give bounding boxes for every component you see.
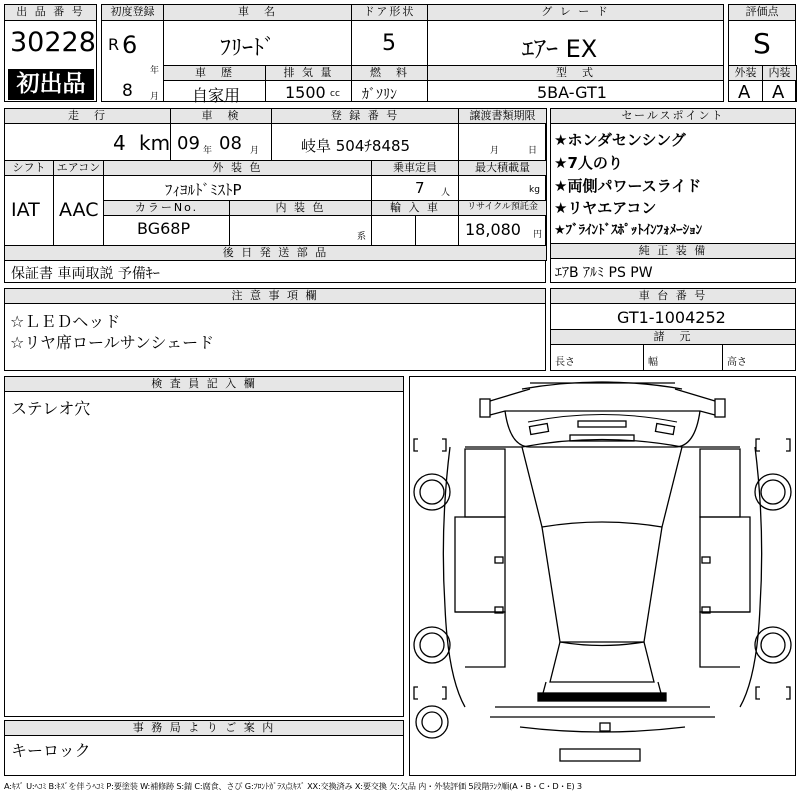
inspector-text: ステレオ穴 (11, 399, 91, 418)
color-label: 外 装 色 (103, 160, 372, 176)
month-unit: 月 (150, 92, 160, 102)
model: 5BA-GT1 (537, 83, 607, 102)
score-box (728, 4, 796, 102)
inspection-year-unit: 年 (203, 146, 213, 156)
import-label: 輸 入 車 (371, 200, 459, 216)
notes-line: ☆ＬＥＤヘッド (10, 312, 121, 331)
details-box (4, 108, 546, 283)
sales-points-label: セールスポイント (551, 109, 795, 124)
color: ﾌｨﾖﾙﾄﾞﾐｽﾄP (165, 181, 242, 199)
fuel-label: 燃 料 (351, 65, 428, 81)
sales-point: ★ホンダセンシング (554, 131, 686, 149)
mileage-unit: km (139, 131, 171, 155)
transfer-day-unit: 日 (528, 146, 538, 156)
score: S (753, 27, 771, 60)
office-box (4, 720, 404, 776)
exterior-label: 外装 (728, 65, 763, 81)
grade: ｴｱｰ EX (522, 35, 598, 63)
plate-label: 登 録 番 号 (271, 108, 459, 124)
doors: 5 (382, 31, 396, 56)
interior-color-suffix: 系 (357, 232, 367, 242)
reg-month: 8 (122, 81, 133, 101)
notes-line: ☆リヤ席ロールサンシェード (10, 333, 215, 352)
interior: A (772, 82, 785, 103)
displacement-unit: cc (330, 89, 340, 99)
score-label: 評価点 (729, 5, 795, 21)
width-label: 幅 (648, 357, 658, 368)
car-diagram-box (409, 376, 796, 776)
chassis-box (550, 288, 796, 371)
load-label: 最大積載量 (458, 160, 547, 176)
notes-label: 注 意 事 項 欄 (5, 289, 545, 304)
exterior: A (738, 82, 751, 103)
transfer-label: 譲渡書類期限 (458, 108, 547, 124)
capacity: 7 (415, 179, 425, 197)
lot-number-label: 出 品 番 号 (5, 5, 96, 21)
sales-point: ★7人のり (554, 154, 623, 172)
transfer-month-unit: 月 (490, 146, 500, 156)
interior-color-label: 内 装 色 (229, 200, 372, 216)
door-label: ドア形状 (351, 4, 428, 21)
chassis-number: GT1-1004252 (617, 308, 726, 327)
ac-label: エアコン (53, 160, 104, 176)
recycle-unit: 円 (533, 230, 543, 240)
equipment: ｴｱB ｱﾙﾐ PS PW (555, 265, 653, 281)
inspector-label: 検 査 員 記 入 欄 (5, 377, 403, 392)
history-label: 車 歴 (163, 65, 266, 81)
history-cell (163, 80, 266, 102)
mileage: 4 (113, 131, 126, 155)
office-text: キーロック (11, 741, 91, 760)
color-no-label: カラーNo. (103, 200, 230, 216)
later-parts: 保証書 車両取説 予備ｷｰ (11, 266, 160, 282)
inspection-month-unit: 月 (250, 146, 260, 156)
car-name: ﾌﾘｰﾄﾞ (220, 36, 276, 61)
inspection-month: 08 (219, 133, 242, 154)
sales-point: ★ﾌﾞﾗｲﾝﾄﾞｽﾎﾟｯﾄｲﾝﾌｫﾒｰｼｮﾝ (554, 223, 703, 238)
car-name-label: 車 名 (163, 4, 352, 21)
lot-number-box (4, 4, 97, 102)
color-no: BG68P (137, 219, 191, 238)
first-reg-label: 初度登録 (101, 4, 164, 21)
notes-box (4, 288, 546, 371)
dims-label: 諸 元 (550, 329, 796, 345)
recycle: 18,080 (465, 220, 521, 239)
inspector-box (4, 376, 404, 717)
length-label: 長さ (555, 357, 575, 368)
later-parts-label: 後 日 発 送 部 品 (4, 245, 547, 261)
chassis-label: 車 台 番 号 (551, 289, 795, 304)
inspection-year: 09 (177, 133, 200, 154)
height-label: 高さ (727, 357, 747, 368)
model-label: 型 式 (427, 65, 724, 81)
fuel: ｶﾞｿﾘﾝ (362, 87, 397, 103)
era: R (108, 35, 120, 54)
inspection-label: 車 検 (170, 108, 272, 124)
year-unit: 年 (150, 66, 160, 76)
capacity-unit: 人 (441, 188, 451, 198)
load-unit: kg (529, 185, 540, 195)
lot-number: 30228 (10, 27, 96, 58)
sales-point: ★両側パワースライド (554, 177, 702, 195)
import-cell-2 (415, 215, 459, 246)
history: 自家用 (192, 86, 241, 105)
sales-points-box (550, 108, 796, 283)
sales-point: ★リヤエアコン (554, 199, 657, 217)
plate: 岐阜 504ﾁ8485 (301, 137, 411, 155)
mileage-label: 走 行 (4, 108, 171, 124)
reg-year: 6 (122, 31, 138, 59)
displacement: 1500 (285, 83, 326, 102)
import-cell (371, 215, 416, 246)
interior-color-cell (229, 215, 372, 246)
ac: AAC (59, 199, 99, 221)
car-diagram (410, 377, 795, 775)
legend: A:ｷｽﾞ U:ﾍｺﾐ B:ｷｽﾞを伴うﾍｺﾐ P:要塗装 W:補修跡 S:錆 C:腐食、さび G:ﾌﾛﾝﾄｶﾞﾗｽ点ｷｽﾞ XX:交換済み X:要交換 欠:欠品 内・外装評価 5段階ﾗﾝｸ順(A・B・C・D・E) 3 (4, 781, 582, 791)
first-listing-badge: 初出品 (8, 69, 94, 100)
recycle-label: リサイクル預託金 (458, 200, 547, 216)
equipment-label: 純 正 装 備 (550, 243, 796, 259)
shift-label: シフト (4, 160, 54, 176)
interior-label: 内装 (762, 65, 797, 81)
grade-label: グ レ ー ド (427, 4, 724, 21)
vehicle-info-box (101, 4, 724, 105)
office-label: 事 務 局 よ り ご 案 内 (5, 721, 403, 736)
displacement-label: 排 気 量 (265, 65, 352, 81)
capacity-label: 乗車定員 (371, 160, 459, 176)
shift: IAT (11, 199, 40, 221)
